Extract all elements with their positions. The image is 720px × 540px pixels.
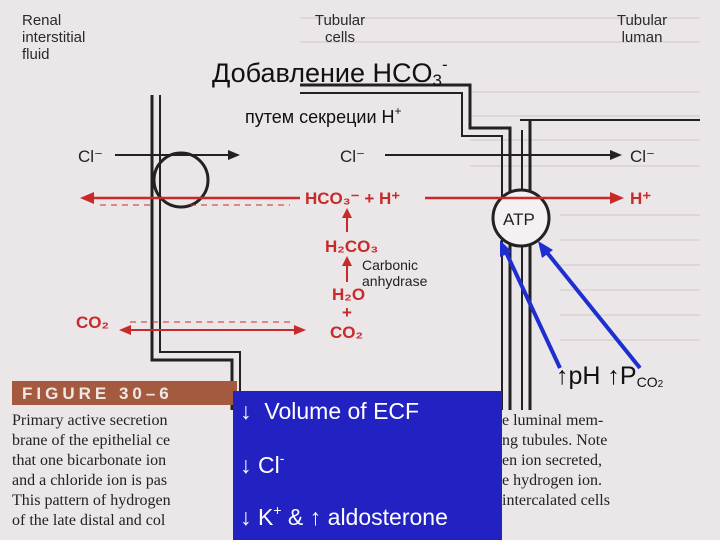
pco2-up-arrow: ↑: [607, 362, 620, 390]
co2-arrowhead-right: [294, 325, 306, 335]
slide-title-sub: 3: [432, 71, 442, 90]
h-plus-arrowhead: [610, 192, 624, 204]
h-plus-lumen-label: H⁺: [630, 189, 652, 208]
slide-title-main: Добавление HCO: [212, 58, 433, 88]
potassium-sup: +: [273, 502, 282, 518]
caption-line: This pattern of hydrogen: [12, 492, 171, 509]
caption-line: of the late distal and col: [12, 512, 166, 529]
down-arrow-icon: ↓: [240, 504, 252, 530]
h2co3-label: H₂CO₃: [325, 237, 379, 256]
ph-up-arrow: ↑: [556, 362, 569, 390]
slide-title: [212, 55, 448, 91]
caption-right-line: e hydrogen ion.: [502, 472, 602, 489]
caption-right-line: intercalated cells: [502, 492, 610, 509]
chloride-sup: -: [279, 450, 285, 466]
caption-right-line: en ion secreted,: [502, 452, 602, 469]
slide-subtitle: [245, 104, 402, 128]
slide-subtitle-main: путем секреции H: [245, 107, 395, 127]
carbonic-anhydrase-label-1: Carbonic: [362, 257, 419, 273]
up-arrow-icon: ↑: [309, 504, 322, 530]
ph-text: pH: [568, 362, 608, 390]
header-left-line-3: fluid: [22, 46, 50, 63]
atp-label: ATP: [503, 210, 535, 229]
caption-right-line: e luminal mem-: [502, 412, 604, 429]
cl-left-label: Cl⁻: [78, 147, 104, 166]
ampersand-text: &: [281, 504, 310, 530]
chloride-text: Cl: [258, 452, 280, 478]
slide-title-sup: -: [441, 55, 448, 74]
slide-subtitle-sup: +: [394, 104, 402, 118]
caption-line: Primary active secretion: [12, 412, 168, 429]
ph-pco2-label: [556, 362, 663, 391]
hco3-arrowhead: [80, 192, 94, 204]
caption-line: and a chloride ion is pas: [12, 472, 168, 489]
header-mid-line-1: Tubular: [314, 12, 366, 29]
header-renal-interstitial-fluid: [22, 12, 110, 63]
pco2-sub-2: 2: [657, 379, 664, 390]
co2-arrowhead-left: [119, 325, 131, 335]
figure-label: FIGURE 30–6: [22, 384, 173, 403]
box-line-volume: [240, 398, 419, 425]
basolateral-membrane-inner: [160, 95, 240, 410]
down-arrow-icon: ↓: [240, 398, 252, 424]
carbonic-anhydrase-label-2: anhydrase: [362, 273, 428, 289]
basolateral-membrane: [152, 95, 232, 410]
cl-mid-label: Cl⁻: [340, 147, 366, 166]
cl-arrowhead-left: [228, 150, 240, 160]
volume-ecf-text: Volume of ECF: [258, 398, 420, 424]
header-tubular-luman: [592, 12, 692, 46]
pco2-sub-co: CO: [636, 374, 658, 390]
plus-label: +: [342, 303, 352, 322]
caption-line: brane of the epithelial ce: [12, 432, 171, 449]
potassium-text: K: [258, 504, 274, 530]
h2o-up-arrowhead: [342, 256, 352, 266]
header-left-line-1: Renal: [22, 12, 62, 29]
co2-fluid-label: CO₂: [76, 313, 110, 332]
down-arrow-icon: ↓: [240, 452, 252, 478]
aldosterone-text: aldosterone: [327, 504, 448, 530]
hco3-reaction-label: HCO₃⁻ + H⁺: [305, 189, 401, 208]
header-mid-line-2: cells: [324, 29, 355, 46]
box-line-potassium: [240, 502, 448, 531]
pco2-text: P: [619, 362, 637, 390]
cl-right-label: Cl⁻: [630, 147, 656, 166]
box-line-chloride: [240, 450, 284, 479]
co2-cell-label: CO₂: [330, 323, 364, 342]
cl-arrowhead-right: [610, 150, 622, 160]
h2o-label: H₂O: [332, 285, 366, 304]
caption-right-line: ng tubules. Note: [502, 432, 608, 449]
pointer-arrow-left: [505, 250, 560, 368]
header-tubular-cells: [295, 12, 385, 46]
caption-line: that one bicarbonate ion: [12, 452, 167, 469]
header-right-line-2: luman: [621, 29, 663, 46]
header-right-line-1: Tubular: [616, 12, 668, 29]
h2co3-up-arrowhead: [342, 208, 352, 218]
pointer-arrow-right: [545, 250, 640, 368]
header-left-line-2: interstitial: [22, 29, 86, 46]
